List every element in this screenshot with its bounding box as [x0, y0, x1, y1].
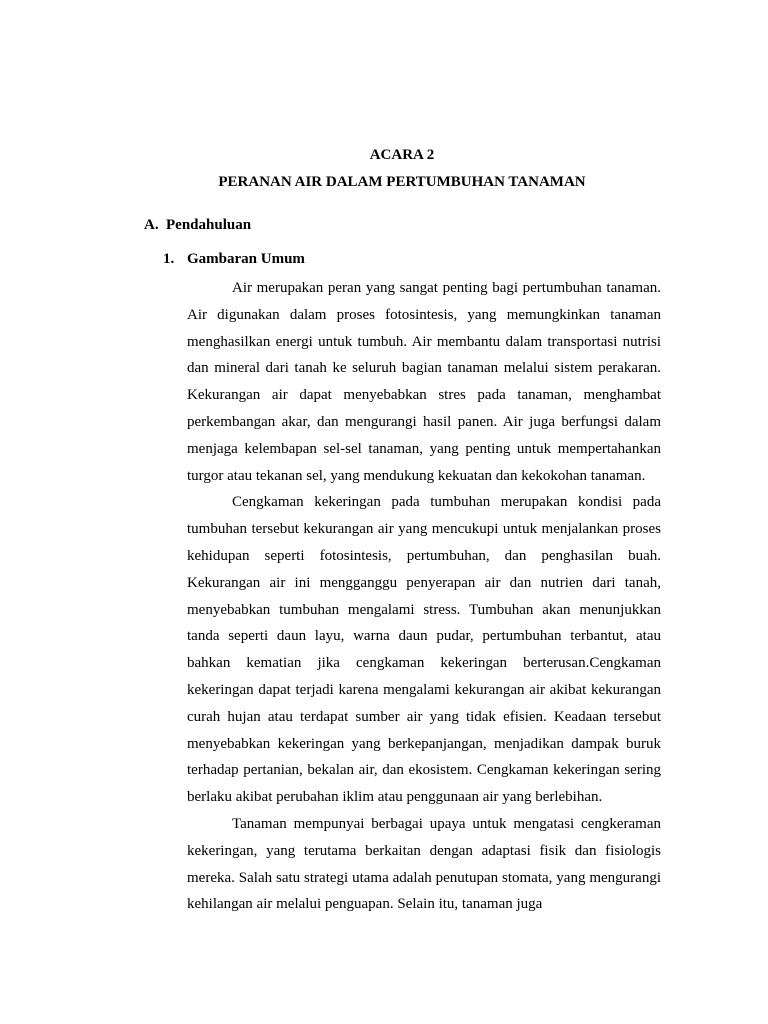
body-text [187, 275, 661, 918]
section-a-number: A. [144, 217, 159, 233]
paragraph-3: Tanaman mempunyai berbagai upaya untuk mengatasi cengkeraman kekeringan, yang terutama berkaitan dengan adaptasi fisik dan fisiologis mereka. Salah satu strategi utama adalah penutupan stomata, yang mengurangi kehilangan air melalui penguapan. Selain itu, tanaman juga [187, 815, 661, 913]
section-heading-a [144, 216, 251, 234]
document-subtitle: PERANAN AIR DALAM PERTUMBUHAN TANAMAN [218, 174, 586, 190]
subsection-heading-1 [163, 250, 305, 268]
section-1-number: 1. [163, 251, 175, 267]
section-1-label: Gambaran Umum [187, 251, 305, 267]
paragraph-2: Cengkaman kekeringan pada tumbuhan merupakan kondisi pada tumbuhan tersebut kekurangan air yang mencukupi untuk menjalankan proses kehidupan seperti fotosintesis, pertumbuhan, dan penghasilan buah. Kekurangan air ini mengganggu penyerapan air dan nutrien dari tanah, menyebabkan tumbuhan mengalami stress. Tumbuhan akan menunjukkan tanda seperti daun layu, warna daun pudar, pertumbuhan terbantut, atau bahkan kematian jika cengkaman kekeringan berterusan.Cengkaman kekeringan dapat terjadi karena mengalami kekurangan air akibat kekurangan curah hujan atau terdapat sumber air yang tidak efisien. Keadaan tersebut menyebabkan kekeringan yang berkepanjangan, menjadikan dampak buruk terhadap pertanian, bekalan air, dan ekosistem. Cengkaman kekeringan sering berlaku akibat perubahan iklim atau penggunaan air yang berlebihan. [187, 494, 661, 806]
section-a-label: Pendahuluan [166, 217, 252, 233]
paragraph-1: Air merupakan peran yang sangat penting bagi pertumbuhan tanaman. Air digunakan dalam proses fotosintesis, yang memungkinkan tanaman menghasilkan energi untuk tumbuh. Air membantu dalam transportasi nutrisi dan mineral dari tanah ke seluruh bagian tanaman melalui sistem perakaran. Kekurangan air dapat menyebabkan stres pada tanaman, menghambat perkembangan akar, dan mengurangi hasil panen. Air juga berfungsi dalam menjaga kelembapan sel-sel tanaman, yang penting untuk mempertahankan turgor atau tekanan sel, yang mendukung kekuatan dan kekokohan tanaman. [187, 280, 661, 484]
document-title: ACARA 2 [369, 147, 435, 163]
